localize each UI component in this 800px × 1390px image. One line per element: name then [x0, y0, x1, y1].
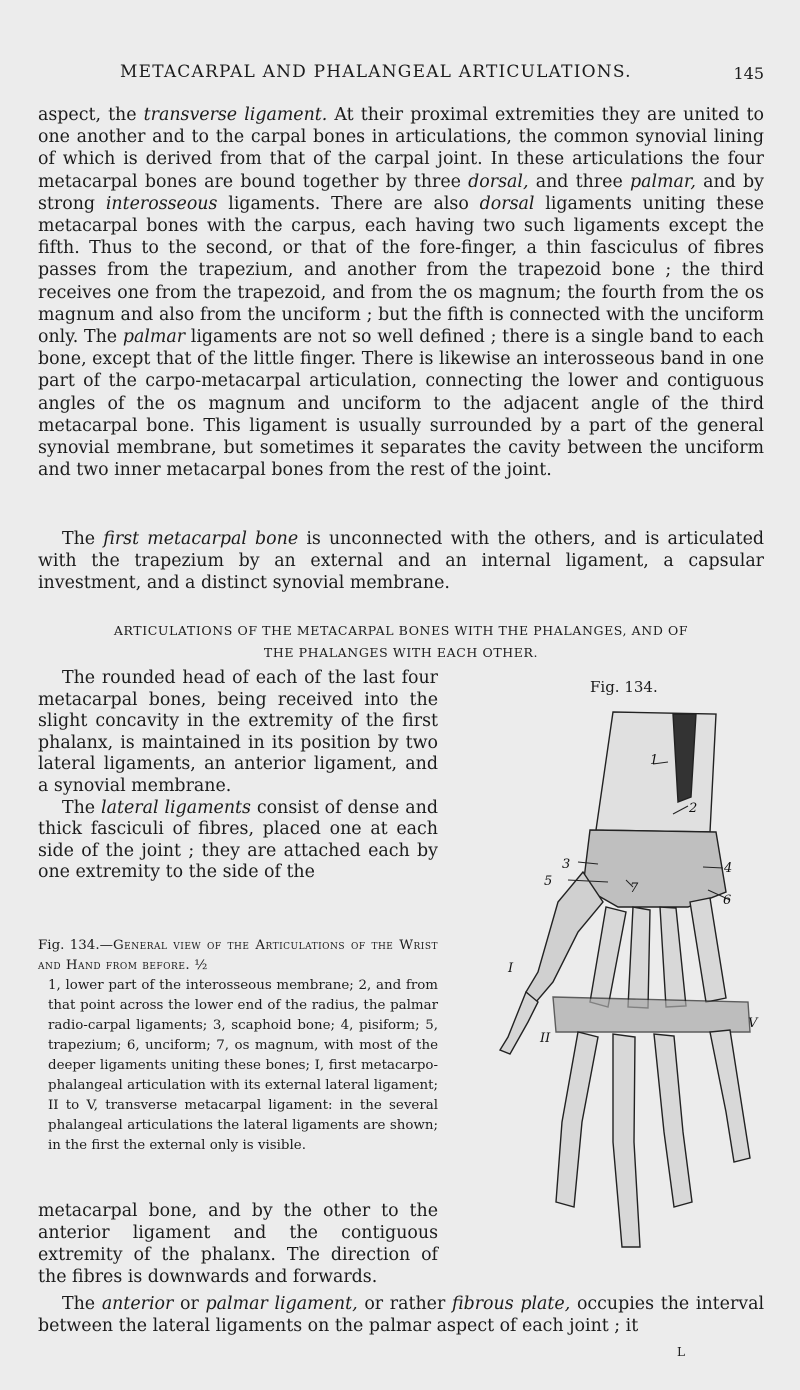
paragraph-3: The rounded head of each of the last four metacarpal bones, being received into the slight concavity in the extremity of the first phalanx, is maintained in its position by two lateral ligaments, an anterior ligament, and a synovial membrane. [38, 668, 438, 796]
figure-roman-I: I [508, 961, 514, 976]
paragraph-1: aspect, the transverse ligament. At their proximal extremities they are united to one another and to the carpal bones in articulations, the common synovial lining of which is derived from that of the carpal joint. In these articulations the four metacarpal bones are bound together by three dorsal, and three palmar, and by strong interosseous ligaments. There are also dorsal ligaments uniting these metacarpal bones with the carpus, each having two such ligaments except the fifth. Thus to the second, or that of the fore-finger, a thin fasciculus of fibres passes from the trapezium, and another from the trapezoid bone ; the third receives one from the trapezoid, and from the os magnum; the fourth from the os magnum and also from the unciform ; but the fifth is connected with the unciform only. The palmar ligaments are not so well defined ; there is a single band to each bone, except that of the little finger. There is likewise an interosseous band in one part of the carpo-metacarpal articulation, connecting the lower and contiguous angles of the os magnum and unciform to the adjacent angle of the third metacarpal bone. This ligament is usually surrounded by a part of the general synovial membrane, but sometimes it separates the cavity between the unciform and two inner metacarpal bones from the rest of the joint. [38, 105, 765, 481]
paragraph-2: The first metacarpal bone is unconnected with the others, and is articulated with the trapezium by an external and an internal ligament, a capsular investment, and a distinct synovial membrane. [38, 529, 764, 594]
figure-number-2: 2 [689, 801, 698, 816]
page-number: 145 [733, 64, 764, 83]
running-title: METACARPAL AND PHALANGEAL ARTICULATIONS. [120, 62, 632, 82]
caption-scale: ½ [194, 958, 208, 973]
signature-mark: L [677, 1345, 685, 1359]
hand-figure-illustration [478, 702, 778, 1267]
section-heading-line-2: THE PHALANGES WITH EACH OTHER. [263, 645, 539, 660]
caption-title: General view of the Articulations of the Wrist and Hand from before. [38, 938, 439, 973]
paragraph-6: The anterior or palmar ligament, or rather fibrous plate, occupies the interval between the lateral ligaments on the palmar aspect of each joint ; it [38, 1294, 765, 1337]
caption-legend: 1, lower part of the interosseous membrane; 2, and from that point across the lower end of the radius, the palmar radio-carpal ligaments; 3, scaphoid bone; 4, pisiform; 5, trapezium; 6, unciform; 7, os magnum, with most of the deeper ligaments uniting these bones; I, first metacarpo-phalangeal articulation with its external lateral ligament; II to V, transverse metacarpal ligament: in the several phalangeal articulations the lateral ligaments are shown; in the first the external only is visible. [48, 978, 439, 1153]
figure-number-1: 1 [650, 753, 659, 768]
figure-number-7: 7 [630, 881, 639, 896]
figure-number-4: 4 [724, 861, 733, 876]
running-header [38, 62, 766, 86]
figure-caption [38, 936, 438, 1156]
caption-prefix: Fig. 134.— [38, 938, 113, 953]
figure-number-3: 3 [562, 857, 571, 872]
section-heading-line-1: ARTICULATIONS OF THE METACARPAL BONES WITH THE PHALANGES, AND OF [113, 623, 689, 638]
left-column-text [38, 668, 438, 884]
paragraph-4: The lateral ligaments consist of dense and thick fasciculi of fibres, placed one at each side of the joint ; they are attached each by one extremity to the side of the [38, 797, 438, 883]
section-heading [38, 620, 764, 664]
figure-label: Fig. 134. [590, 678, 658, 696]
figure-roman-II: II [540, 1031, 551, 1046]
figure-number-5: 5 [544, 874, 553, 889]
paragraph-5: metacarpal bone, and by the other to the anterior ligament and the contiguous extremity of the phalanx. The direction of the fibres is downwards and forwards. [38, 1201, 438, 1287]
figure-roman-V: V [748, 1016, 758, 1031]
figure-number-6: 6 [723, 893, 732, 908]
